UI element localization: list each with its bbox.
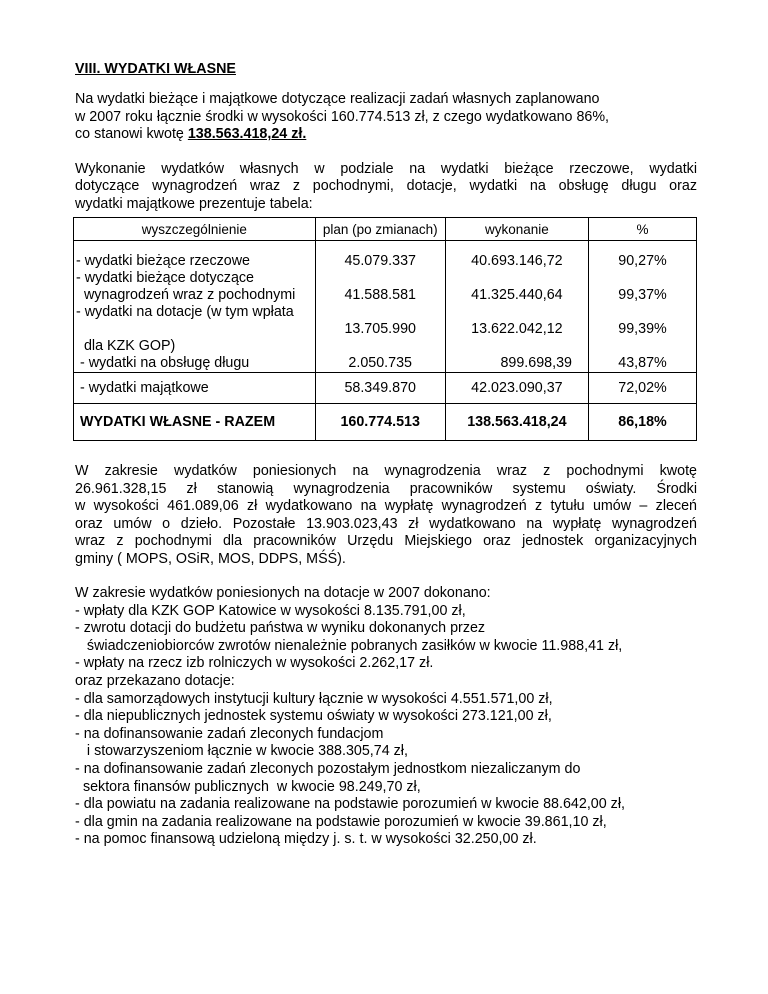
- plan-column-cell: [315, 241, 445, 373]
- total-execution: 138.563.418,24: [445, 404, 588, 441]
- percent-value: 72,02%: [589, 373, 697, 404]
- row-label: - wydatki na obsługę długu: [76, 355, 250, 371]
- list-item: i stowarzyszeniom łącznie w kwocie 388.305,74 zł,: [75, 743, 408, 760]
- percent-column-cell: [589, 241, 697, 373]
- para-line: W zakresie wydatków poniesionych na wynagrodzenia wraz z pochodnymi kwotę: [75, 463, 697, 479]
- plan-value: 2.050.735: [348, 355, 413, 371]
- total-label: WYDATKI WŁASNE - RAZEM: [74, 404, 316, 441]
- table-intro-paragraph: [75, 161, 697, 214]
- subsidies-paragraph: [75, 585, 697, 849]
- execution-column-cell: [445, 241, 588, 373]
- salaries-paragraph: [75, 463, 697, 568]
- para-line: oraz przekazano dotacje:: [75, 672, 235, 689]
- list-item: - dla niepublicznych jednostek systemu oświaty w wysokości 273.121,00 zł,: [75, 708, 552, 725]
- para-line: dotyczące wynagrodzeń wraz z pochodnymi, dotacje, wydatki na obsługę długu oraz: [75, 178, 697, 194]
- intro-line-prefix: co stanowi kwotę: [75, 126, 188, 142]
- expenses-table: [73, 217, 697, 441]
- execution-value: 41.325.440,64: [471, 287, 563, 303]
- para-line: oraz umów o dzieło. Pozostałe 13.903.023,43 zł wydatkowano na wypłatę wynagrodzeń: [75, 515, 697, 532]
- list-item: - na dofinansowanie zadań zleconych pozostałym jednostkom niezaliczanym do: [75, 760, 581, 777]
- percent-value: 99,37%: [618, 287, 667, 303]
- row-label: dla KZK GOP): [76, 338, 176, 354]
- table-header-row: [74, 218, 697, 241]
- para-line: wydatki majątkowe prezentuje tabela:: [75, 195, 313, 212]
- intro-line: [75, 126, 697, 144]
- execution-value: 13.622.042,12: [471, 321, 563, 337]
- intro-paragraph: [75, 91, 697, 144]
- plan-value: 45.079.337: [344, 253, 416, 269]
- header-cell: %: [589, 218, 697, 241]
- document-page: [75, 60, 697, 849]
- list-item: - na dofinansowanie zadań zleconych fundacjom: [75, 725, 384, 742]
- row-label: - wydatki na dotacje (w tym wpłata: [76, 304, 294, 320]
- row-labels-cell: [74, 241, 316, 373]
- row-label: wynagrodzeń wraz z pochodnymi: [76, 287, 296, 303]
- para-line: w wysokości 461.089,06 zł wydatkowano na wypłatę wynagrodzeń z tytułu umów – zleceń: [75, 498, 697, 514]
- list-item: sektora finansów publicznych w kwocie 98.249,70 zł,: [75, 778, 421, 795]
- percent-value: 90,27%: [618, 253, 667, 269]
- header-cell: plan (po zmianach): [315, 218, 445, 241]
- percent-value: 99,39%: [618, 321, 667, 337]
- row-label: - wydatki bieżące dotyczące: [76, 270, 254, 286]
- header-cell: wykonanie: [445, 218, 588, 241]
- intro-line: w 2007 roku łącznie środki w wysokości 160.774.513 zł, z czego wydatkowano 86%,: [75, 108, 610, 125]
- section-heading: VIII. WYDATKI WŁASNE: [75, 61, 236, 77]
- percent-value: 43,87%: [618, 355, 667, 371]
- list-item: - zwrotu dotacji do budżetu państwa w wyniku dokonanych przez: [75, 620, 486, 637]
- intro-line: Na wydatki bieżące i majątkowe dotyczące realizacji zadań własnych zaplanowano: [75, 91, 600, 107]
- para-line: Wykonanie wydatków własnych w podziale na wydatki bieżące rzeczowe, wydatki: [75, 160, 697, 177]
- table-total-row: [74, 404, 697, 441]
- total-percent: 86,18%: [589, 404, 697, 441]
- para-line: gminy ( MOPS, OSiR, MOS, DDPS, MŚŚ).: [75, 550, 346, 567]
- plan-value: 41.588.581: [344, 287, 416, 303]
- execution-value: 899.698,39: [500, 355, 573, 371]
- para-line: wraz z pochodnymi dla pracowników Urzędu Miejskiego oraz jednostek organizacyjnych: [75, 533, 697, 549]
- header-cell: wyszczególnienie: [74, 218, 316, 241]
- row-label-spacer: [76, 321, 315, 338]
- list-item: - wpłaty na rzecz izb rolniczych w wysokości 2.262,17 zł.: [75, 655, 434, 672]
- total-spent-amount: 138.563.418,24 zł.: [187, 126, 307, 142]
- list-item: świadczeniobiorców zwrotów nienależnie pobranych zasiłków w kwocie 11.988,41 zł,: [75, 637, 623, 654]
- execution-value: 42.023.090,37: [445, 373, 588, 404]
- plan-value: 13.705.990: [344, 321, 416, 337]
- list-item: - na pomoc finansową udzieloną między j. s. t. w wysokości 32.250,00 zł.: [75, 831, 537, 848]
- para-line: 26.961.328,15 zł stanowią wynagrodzenia pracowników systemu oświaty. Środki: [75, 480, 697, 497]
- row-label: - wydatki bieżące rzeczowe: [76, 253, 251, 269]
- list-item: - dla powiatu na zadania realizowane na podstawie porozumień w kwocie 88.642,00 zł,: [75, 796, 625, 813]
- para-line: W zakresie wydatków poniesionych na dotacje w 2007 dokonano:: [75, 585, 491, 601]
- plan-value: 58.349.870: [315, 373, 445, 404]
- list-item: - dla samorządowych instytucji kultury łącznie w wysokości 4.551.571,00 zł,: [75, 690, 553, 707]
- list-item: - wpłaty dla KZK GOP Katowice w wysokości 8.135.791,00 zł,: [75, 602, 466, 619]
- table-row: [74, 241, 697, 373]
- row-label: - wydatki majątkowe: [74, 373, 316, 404]
- execution-value: 40.693.146,72: [471, 253, 563, 269]
- total-plan: 160.774.513: [315, 404, 445, 441]
- table-row: [74, 373, 697, 404]
- list-item: - dla gmin na zadania realizowane na podstawie porozumień w kwocie 39.861,10 zł,: [75, 813, 607, 830]
